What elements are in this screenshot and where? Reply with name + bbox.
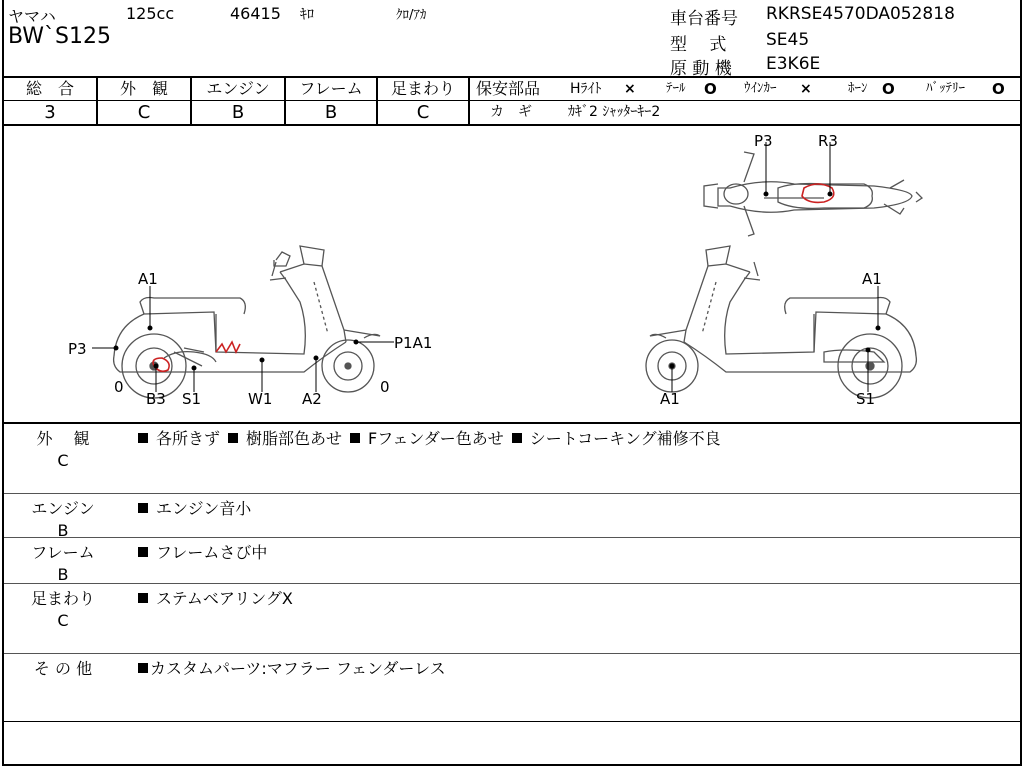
note-other: そ の 他 カスタムパーツ:マフラー フェンダーレス (4, 654, 1020, 722)
headlight-label: Hﾗｲﾄ (570, 81, 602, 97)
chassis-label: 車台番号 (670, 9, 738, 29)
safety-parts (470, 78, 1020, 124)
header (4, 0, 1020, 78)
inspection-sheet (2, 0, 1022, 766)
mileage: 46415 (230, 4, 281, 23)
key-value: ｶｷﾞ2 ｼｬｯﾀｰｷｰ2 (568, 104, 661, 120)
grades-row (4, 78, 1020, 126)
safety-label: 保安部品 (476, 79, 541, 98)
battery-label: ﾊﾞｯﾃﾘｰ (926, 81, 965, 96)
key-label: カ ギ (490, 104, 532, 120)
headlight-mark: × (624, 81, 636, 97)
damage-marks (153, 184, 834, 371)
label-s1-right: S1 (856, 390, 876, 408)
grade-frame: フレーム B (286, 78, 378, 124)
label-a1-left: A1 (138, 270, 158, 288)
note-frame: フレーム B フレームさび中 (4, 538, 1020, 584)
inspection-notes (4, 424, 1020, 764)
label-a2: A2 (302, 390, 322, 408)
label-s1-left: S1 (182, 390, 202, 408)
horn-mark: O (882, 80, 895, 98)
type-value: SE45 (766, 30, 810, 50)
label-zero-left: 0 (114, 378, 124, 396)
grade-suspension: 足まわり C (378, 78, 470, 124)
note-suspension: 足まわり C ステムベアリングX (4, 584, 1020, 654)
right-side-view (646, 246, 916, 398)
grade-exterior: 外 観 C (98, 78, 192, 124)
chassis-number: RKRSE4570DA052818 (766, 4, 955, 24)
label-p3-left: P3 (68, 340, 87, 358)
note-exterior: 外 観 C 各所きず 樹脂部色あせ Fフェンダー色あせ シートコーキング補修不良 (4, 424, 1020, 494)
winker-label: ｳｲﾝｶｰ (744, 81, 777, 96)
maker: ヤマハ (8, 7, 56, 26)
left-side-view (114, 246, 380, 398)
winker-mark: × (800, 81, 812, 97)
label-p1a1: P1A1 (394, 334, 433, 352)
scooter-diagram (4, 126, 1020, 422)
damage-mark-body (216, 342, 240, 352)
label-b3: B3 (146, 390, 166, 408)
mileage-unit: ｷﾛ (300, 7, 314, 23)
top-view (704, 152, 922, 236)
model-name: BW`S125 (8, 24, 112, 49)
engine-value: E3K6E (766, 54, 821, 74)
label-w1: W1 (248, 390, 273, 408)
damage-diagram (4, 126, 1020, 424)
battery-mark: O (992, 80, 1005, 98)
tail-mark: O (704, 80, 717, 98)
grade-engine: エンジン B (192, 78, 286, 124)
note-engine: エンジン B エンジン音小 (4, 494, 1020, 538)
label-p3-top: P3 (754, 132, 773, 150)
label-a1-right-bottom: A1 (660, 390, 680, 408)
label-a1-right-top: A1 (862, 270, 882, 288)
grade-overall: 総 合 3 (4, 78, 98, 124)
engine-label: 原 動 機 (670, 59, 732, 79)
label-r3-top: R3 (818, 132, 838, 150)
tail-label: ﾃｰﾙ (666, 81, 686, 96)
type-label: 型 式 (670, 35, 727, 55)
displacement: 125cc (126, 4, 175, 23)
color: ｸﾛ/ｱｶ (396, 8, 427, 23)
horn-label: ﾎｰﾝ (848, 81, 868, 96)
label-zero-right: 0 (380, 378, 390, 396)
